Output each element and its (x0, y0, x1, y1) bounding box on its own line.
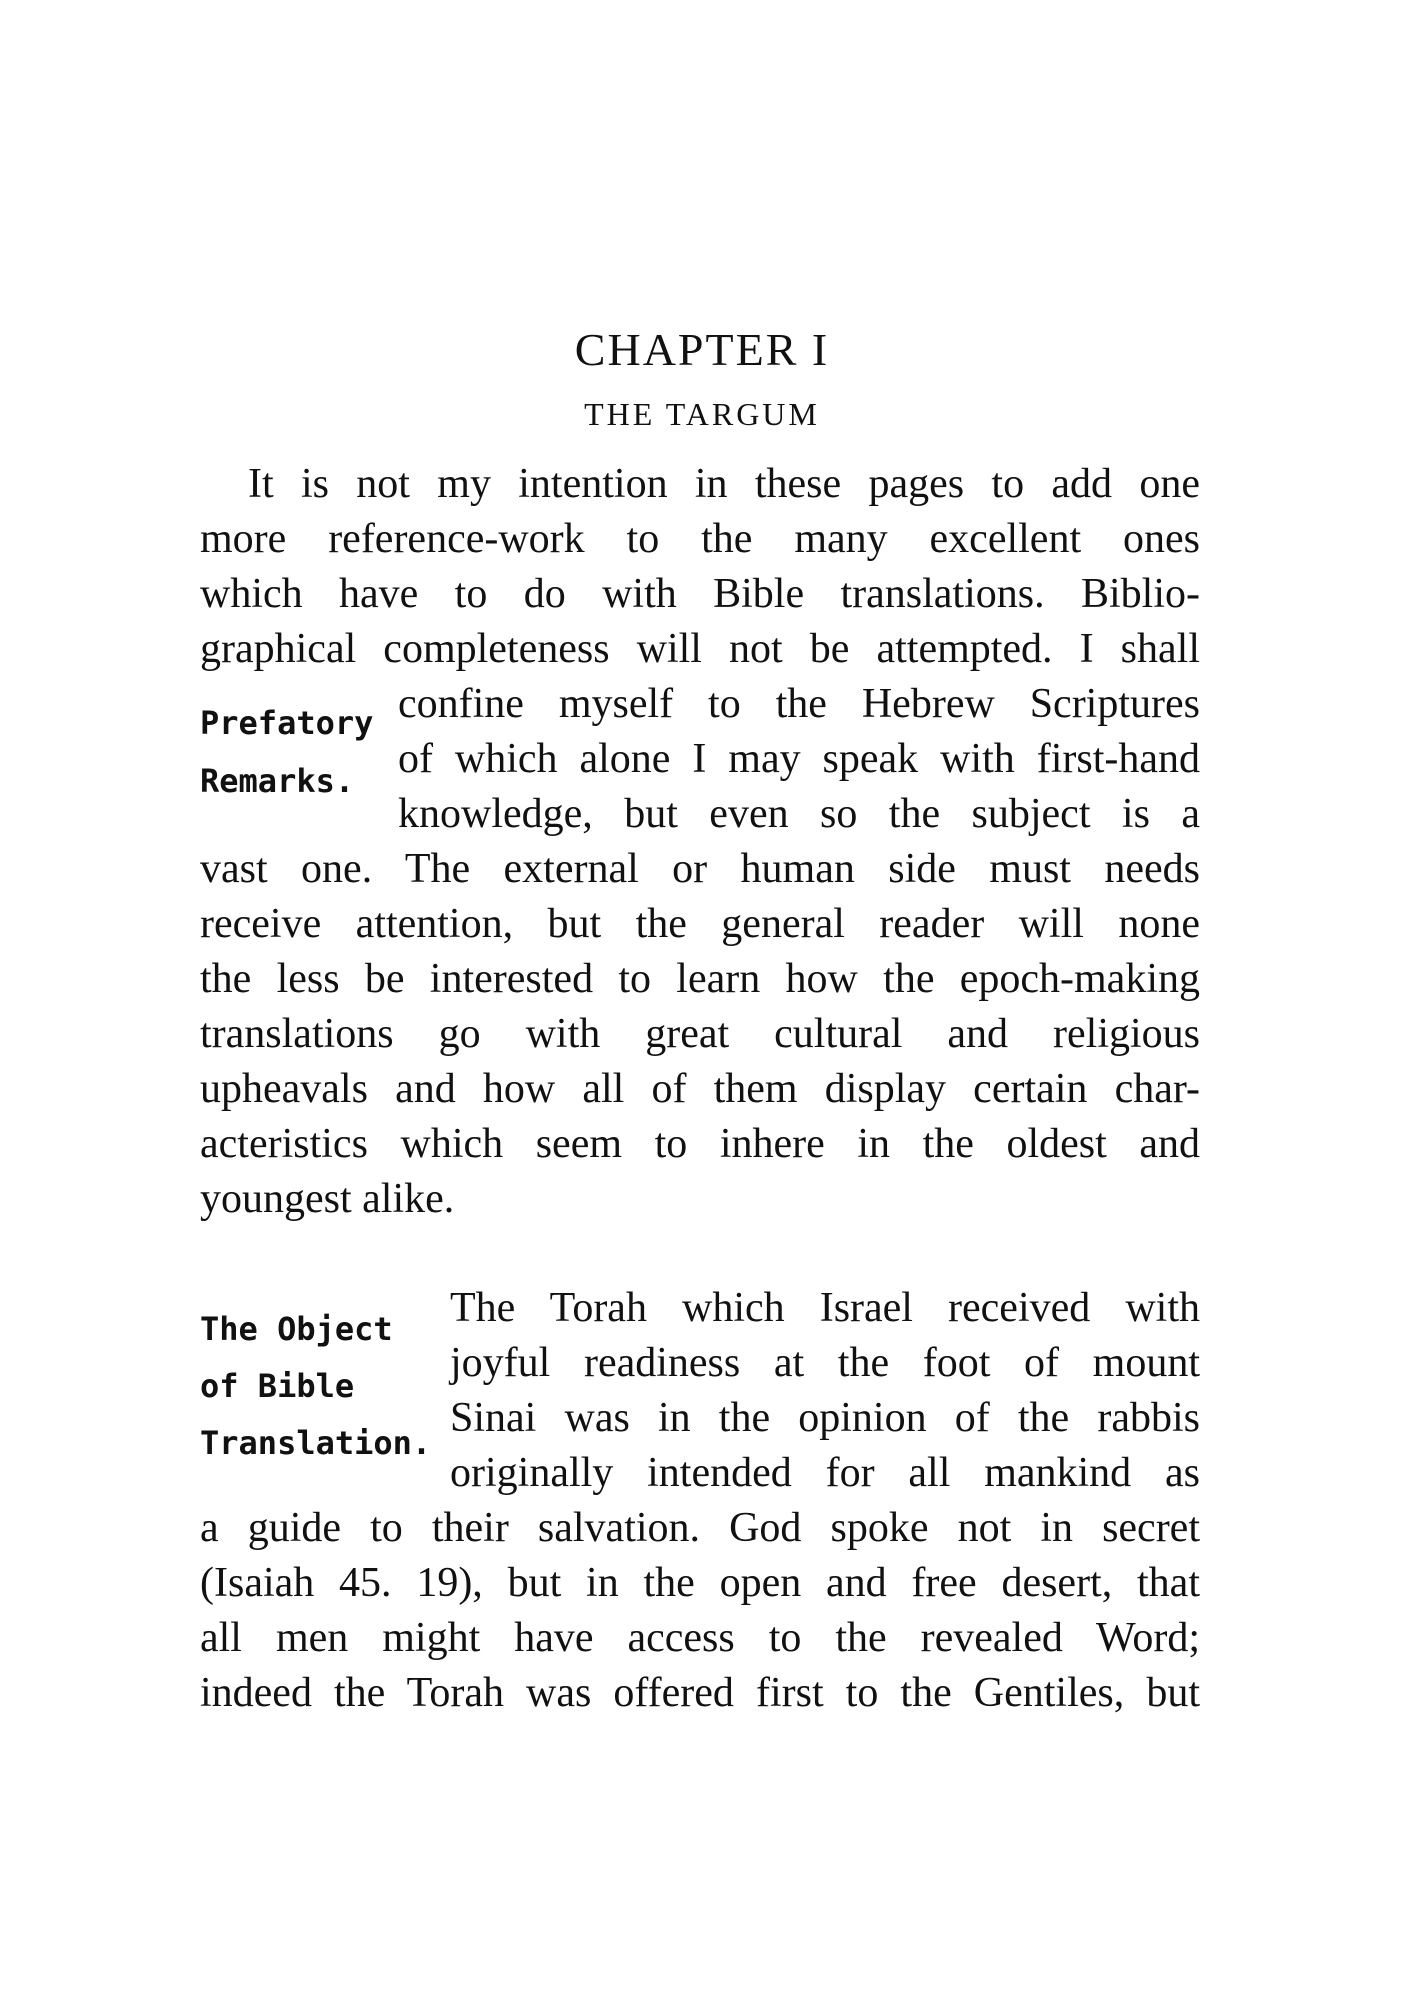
text-line: youngest alike. (200, 1176, 455, 1222)
text-line: knowledge, but even so the subject is a (398, 791, 1200, 837)
text-line: confine myself to the Hebrew Scriptures (398, 681, 1200, 727)
text-line: (Isaiah 45. 19), but in the open and free desert, that (200, 1560, 1200, 1606)
text-line: of which alone I may speak with first-hand (398, 736, 1200, 782)
text-line: indeed the Torah was offered first to the Gentiles, but (200, 1670, 1200, 1716)
text-line: The Torah which Israel received with (450, 1285, 1200, 1331)
chapter-title: THE TARGUM (584, 396, 820, 432)
text-line: more reference-work to the many excellent ones (200, 516, 1200, 562)
text-line: vast one. The external or human side must needs (200, 846, 1200, 892)
text-line: all men might have access to the revealed Word; (200, 1615, 1200, 1661)
chapter-heading: CHAPTER I (574, 324, 830, 375)
text-line: receive attention, but the general reader will none (200, 901, 1200, 947)
text-line: It is not my intention in these pages to add one (248, 461, 1200, 507)
text-line: the less be interested to learn how the epoch-making (200, 956, 1200, 1002)
text-line: which have to do with Bible translations. Biblio- (200, 571, 1200, 617)
sidenote-line: The Object (200, 1310, 393, 1348)
text-line: acteristics which seem to inhere in the oldest and (200, 1121, 1200, 1167)
text-line: translations go with great cultural and religious (200, 1011, 1200, 1057)
sidenote-line: Remarks. (200, 762, 355, 800)
text-line: a guide to their salvation. God spoke not in secret (200, 1505, 1200, 1551)
text-line: graphical completeness will not be attempted. I shall (200, 626, 1200, 672)
sidenote-line: Prefatory (200, 704, 374, 742)
sidenote-line: of Bible (200, 1367, 355, 1405)
sidenote-line: Translation. (200, 1424, 432, 1462)
text-line: Sinai was in the opinion of the rabbis (450, 1395, 1200, 1441)
text-line: joyful readiness at the foot of mount (450, 1340, 1200, 1386)
text-line: originally intended for all mankind as (450, 1450, 1200, 1496)
text-line: upheavals and how all of them display certain char- (200, 1066, 1200, 1112)
